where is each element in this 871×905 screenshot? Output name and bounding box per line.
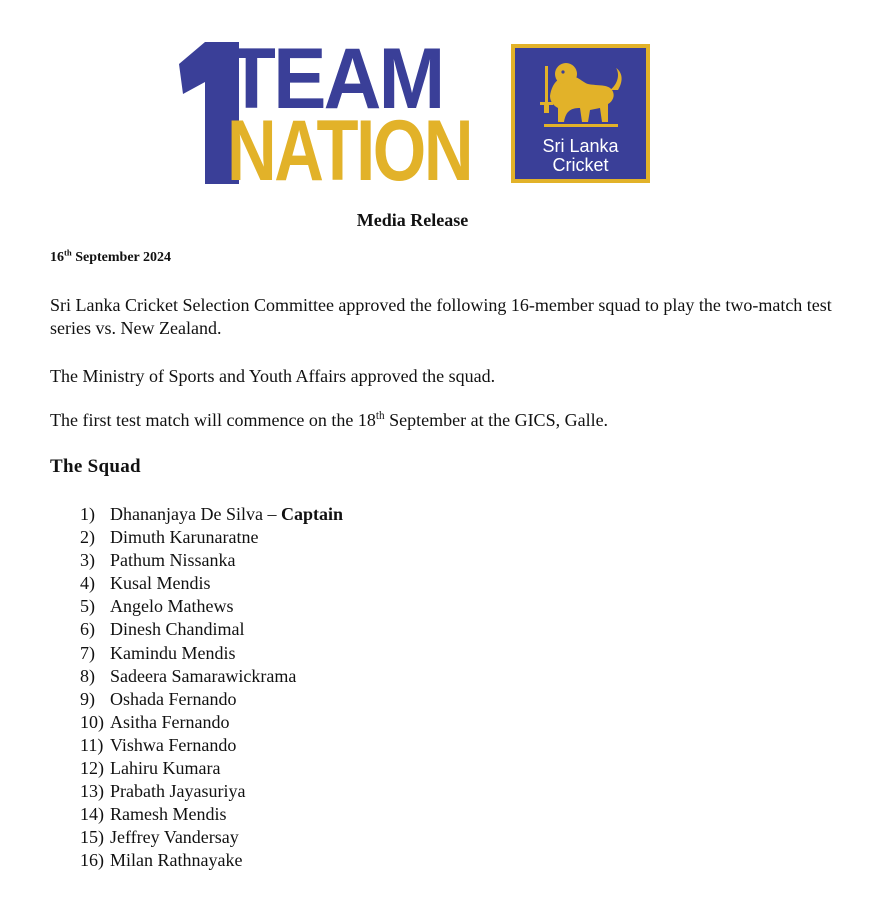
release-date <box>50 247 172 266</box>
player-name: Oshada Fernando <box>110 688 237 709</box>
player-name: Kusal Mendis <box>110 573 211 594</box>
squad-item-number: 10) <box>80 711 104 732</box>
player-name: Vishwa Fernando <box>110 734 237 755</box>
squad-list-item <box>80 757 343 780</box>
squad-list-item <box>80 618 343 641</box>
player-name: Pathum Nissanka <box>110 550 236 571</box>
player-name: Dinesh Chandimal <box>110 619 245 640</box>
first-test-text-start: The first test match will commence on the 18 <box>50 410 376 430</box>
squad-list-item <box>80 780 343 803</box>
squad-item-number: 15) <box>80 827 104 848</box>
player-name: Lahiru Kumara <box>110 758 221 779</box>
selection-paragraph: Sri Lanka Cricket Selection Committee approved the following 16-member squad to play the two-match test series vs. New Zealand. <box>50 295 832 338</box>
squad-item-number: 14) <box>80 804 104 825</box>
squad-list-item: 1) Dhananjaya De Silva – Captain <box>80 503 343 526</box>
squad-list-item <box>80 849 343 872</box>
player-name: Dimuth Karunaratne <box>110 527 259 548</box>
squad-list-item <box>80 734 343 757</box>
squad-item-number: 2) <box>80 527 95 548</box>
squad-item-number: 13) <box>80 781 104 802</box>
sri-lanka-cricket-badge <box>511 44 650 183</box>
date-day-suffix: th <box>64 247 72 258</box>
squad-list-item <box>80 803 343 826</box>
squad-list-item <box>80 595 343 618</box>
badge-sri-lanka-text: Sri Lanka <box>542 136 619 156</box>
first-test-paragraph <box>50 409 840 432</box>
squad-list-item <box>80 526 343 549</box>
player-name: Asitha Fernando <box>110 711 230 732</box>
first-test-text-end: September at the GICS, Galle. <box>384 410 609 430</box>
player-name: Ramesh Mendis <box>110 804 227 825</box>
squad-item-number: 1) <box>80 504 95 524</box>
player-name: Milan Rathnayake <box>110 850 243 871</box>
squad-item-number: 11) <box>80 734 104 755</box>
squad-list-item <box>80 549 343 572</box>
squad-item-number: 12) <box>80 758 104 779</box>
squad-list-item <box>80 665 343 688</box>
squad-item-number: 7) <box>80 642 95 663</box>
date-month-year: September 2024 <box>71 250 172 265</box>
badge-cricket-text: Cricket <box>552 155 609 175</box>
squad-item-number: 5) <box>80 596 95 617</box>
squad-list-item <box>80 826 343 849</box>
logo-nation-word: NATION <box>227 103 472 199</box>
player-name: Dhananjaya De Silva <box>110 504 263 524</box>
squad-title: The Squad <box>50 456 141 477</box>
squad-list-item <box>80 711 343 734</box>
squad-item-number: 3) <box>80 550 95 571</box>
date-day: 16 <box>50 250 64 265</box>
squad-list <box>80 503 343 873</box>
lion-emblem-icon <box>538 60 624 132</box>
player-name: Kamindu Mendis <box>110 642 236 663</box>
squad-item-number: 8) <box>80 665 95 686</box>
player-role: Captain <box>280 504 343 524</box>
first-test-date-suffix: th <box>375 410 385 422</box>
media-release-heading: Media Release <box>356 210 469 230</box>
logo-team-word: TEAM <box>227 31 443 127</box>
squad-item-number: 4) <box>80 573 95 594</box>
ministry-approval-paragraph: The Ministry of Sports and Youth Affairs approved the squad. <box>50 366 496 386</box>
player-name: Sadeera Samarawickrama <box>110 665 297 686</box>
player-name: Angelo Mathews <box>110 596 234 617</box>
squad-item-number: 9) <box>80 688 95 709</box>
player-name: Prabath Jayasuriya <box>110 781 246 802</box>
squad-list-item <box>80 572 343 595</box>
player-name: Jeffrey Vandersay <box>110 827 239 848</box>
squad-list-item <box>80 688 343 711</box>
squad-item-number: 16) <box>80 850 104 871</box>
one-team-one-nation-logo <box>175 31 655 199</box>
squad-list-item <box>80 642 343 665</box>
squad-item-number: 6) <box>80 619 95 640</box>
